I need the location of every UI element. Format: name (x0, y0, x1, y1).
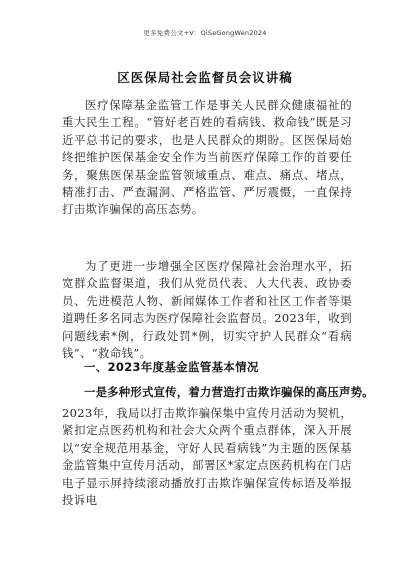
section-heading: 一、2023年度基金监管基本情况 (84, 360, 259, 374)
document-title: 区医保局社会监督员会议讲稿 (117, 70, 293, 85)
body-paragraph-1: 医疗保障基金监管工作是事关人民群众健康福祉的重大民生工程。“管好老百姓的看病钱、救命钱”既是习近平总书记的要求，也是人民群众的期盼。区医保局始终把维护医保基金安全作为当前医疗保障工作的首要任务，聚焦医保基金监管领域重点、难点、痛点、堵点，精准打击、严查漏洞、严格监管、严厉震慑，一直保持打击欺诈骗保的高压态势。 (62, 98, 352, 217)
header-note: 更多免费公文+V：QiSeGongWen2024 (143, 29, 267, 37)
body-paragraph-2: 为了更进一步增强全区医疗保障社会治理水平，拓宽群众监督渠道，我们从党员代表、人大代表、政协委员、先进模范人物、新闻媒体工作者和社区工作者等渠道聘任多名同志为医疗保障社会监督员。2023年，收到问题线索*例，行政处罚*例，切实守护人民群众“看病钱”、“救命钱”。 (62, 259, 352, 361)
lead-sentence: 一是多种形式宣传，着力营造打击欺诈骗保的高压声势。 (84, 385, 374, 399)
body-paragraph-3: 2023年，我局以打击欺诈骗保集中宣传月活动为契机，紧扣定点医药机构和社会大众两个重点群体，深入开展以“安全规范用基金，守好人民看病钱”为主题的医保基金监管集中宣传月活动，部署区*家定点医药机构在门店电子显示屏持续滚动播放打击欺诈骗保宣传标语及举报投诉电 (62, 406, 352, 508)
